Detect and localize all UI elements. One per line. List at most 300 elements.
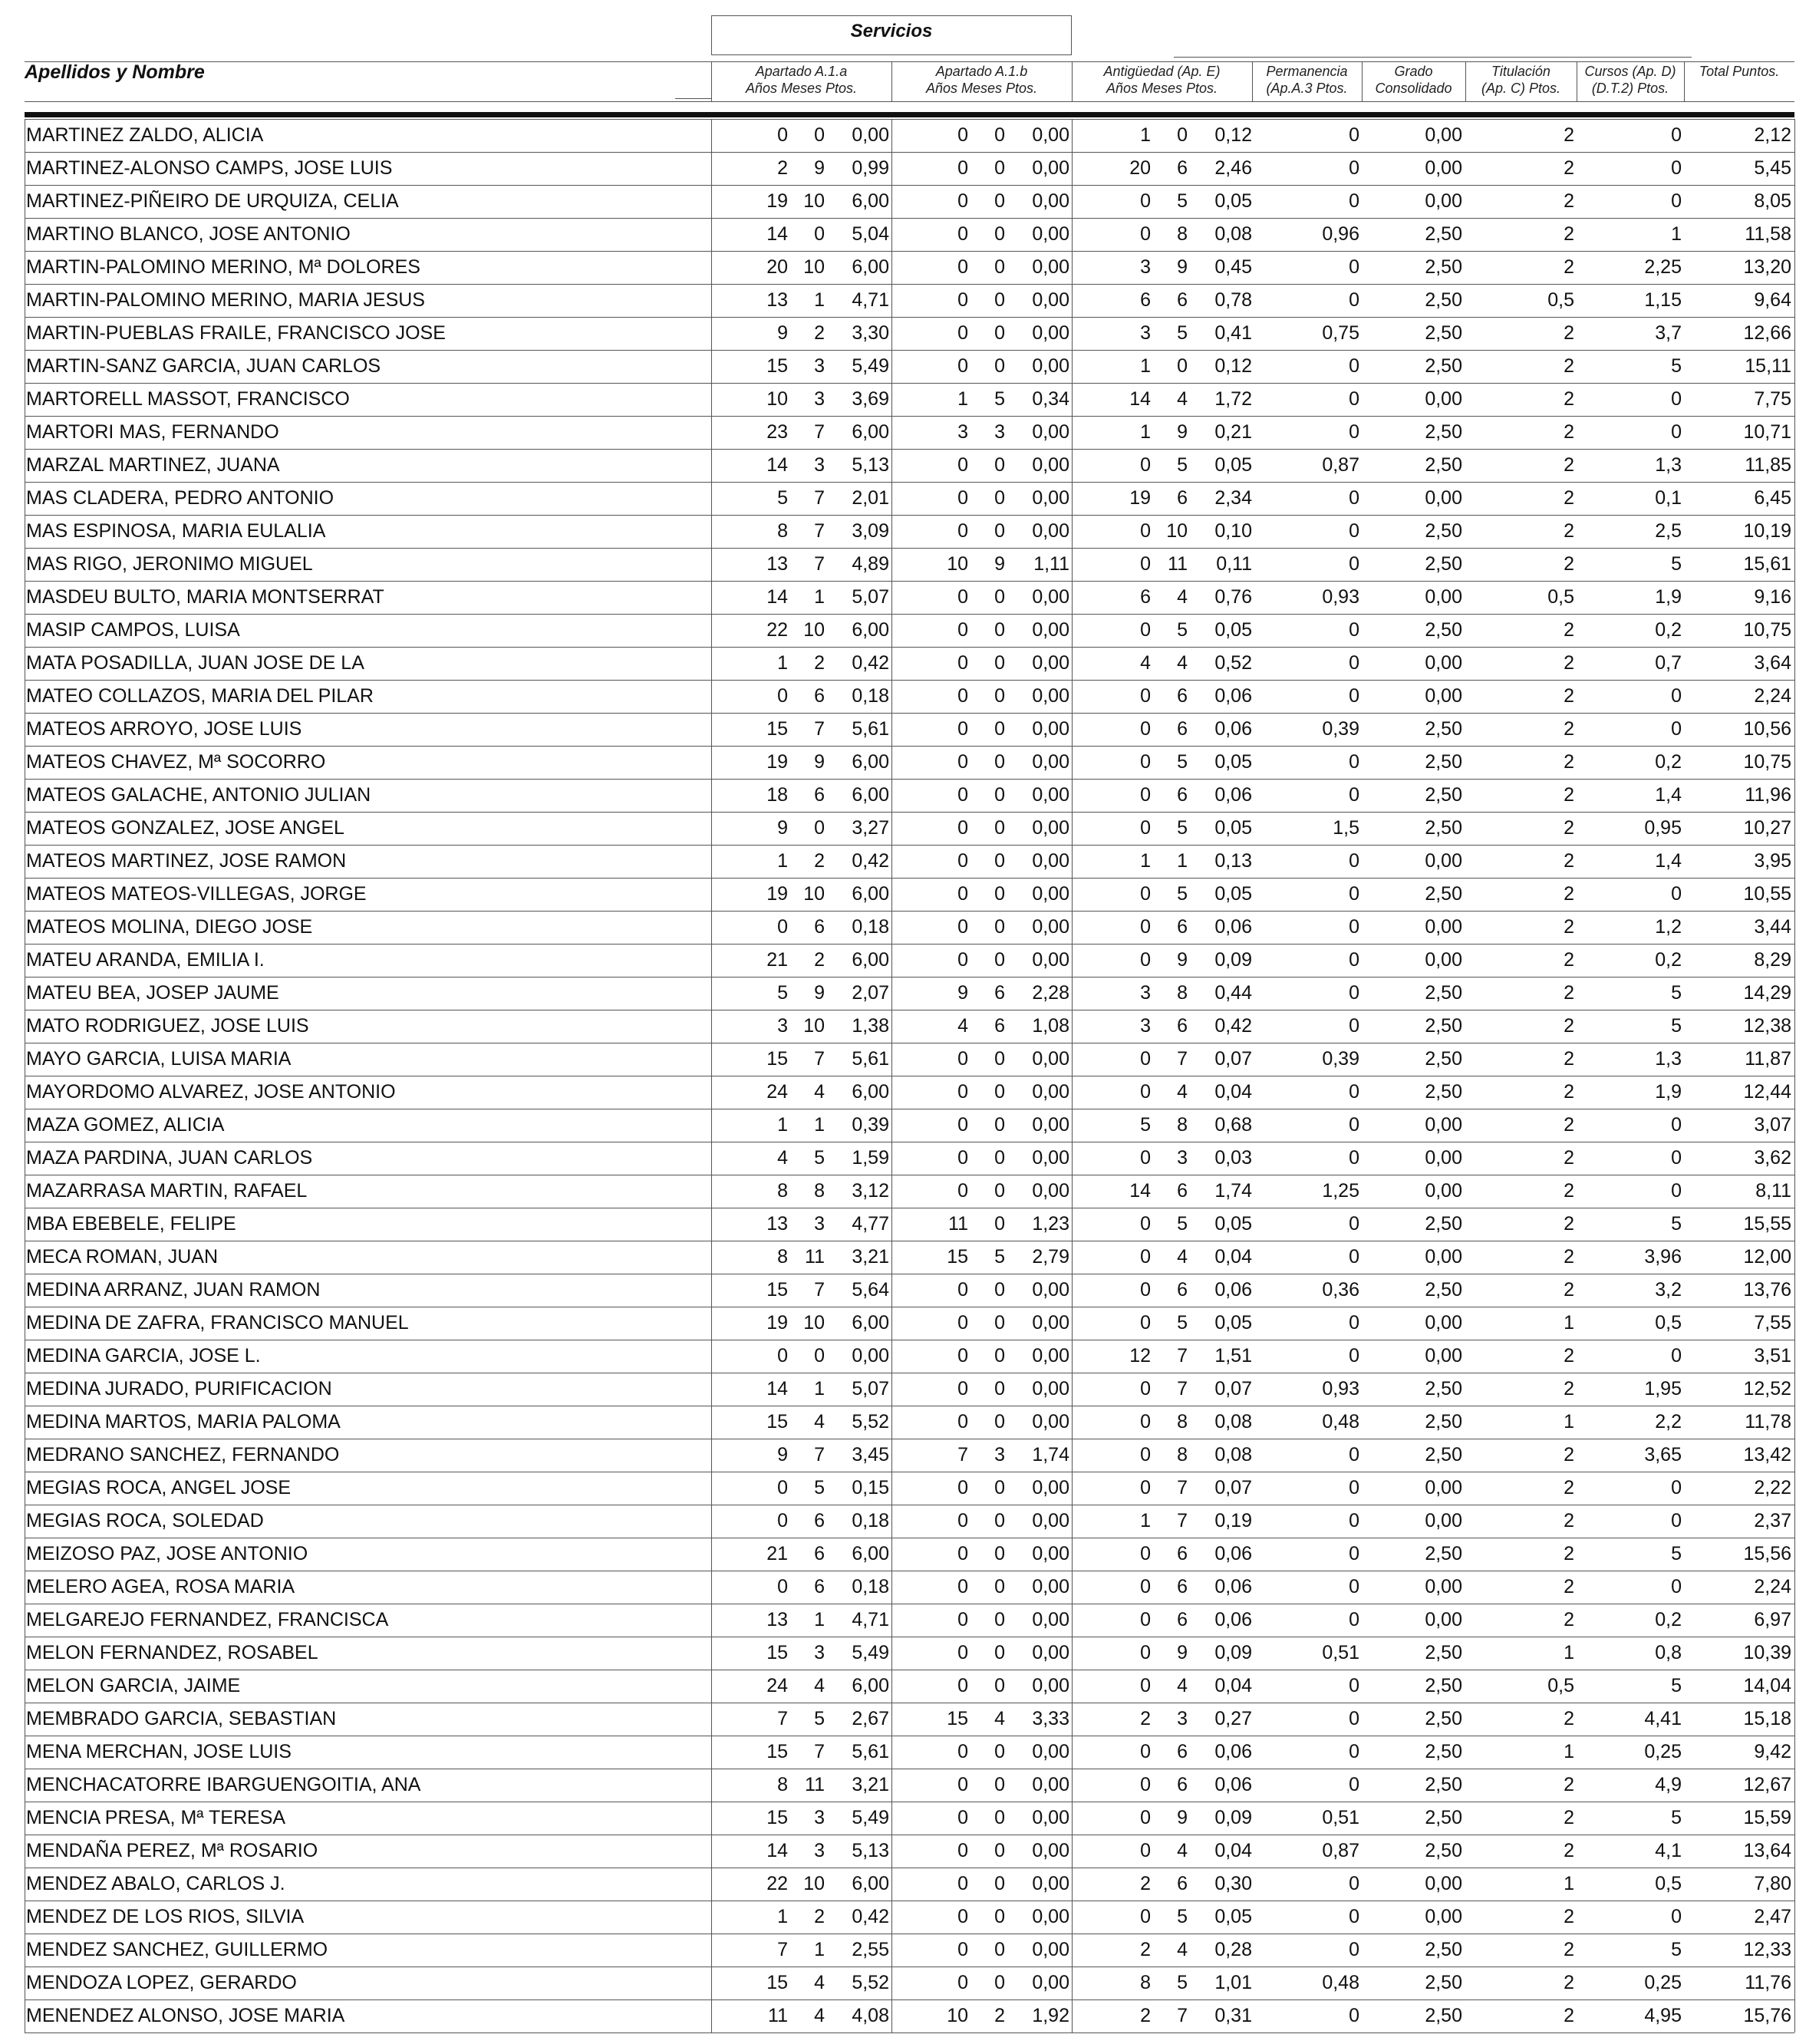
value-cell: 0: [994, 1807, 1005, 1828]
value-cell: 10,56: [1743, 718, 1791, 740]
value-cell: 2,50: [1425, 322, 1462, 344]
value-cell: 2: [1564, 1180, 1574, 1202]
value-cell: 0: [994, 124, 1005, 146]
value-cell: 0,34: [1032, 388, 1069, 410]
value-cell: 2,50: [1425, 421, 1462, 443]
value-cell: 9,64: [1754, 289, 1791, 311]
value-cell: 0,03: [1214, 1147, 1252, 1169]
value-cell: 5: [1671, 1807, 1682, 1828]
value-cell: 2,50: [1425, 883, 1462, 905]
value-cell: 4: [1177, 1246, 1188, 1268]
value-cell: 4: [1140, 652, 1151, 674]
value-cell: 0: [994, 1609, 1005, 1630]
table-row: [25, 1835, 1794, 1868]
value-cell: 3,2: [1655, 1279, 1682, 1301]
value-cell: 7: [814, 520, 825, 542]
name-cell: MEDINA JURADO, PURIFICACION: [26, 1378, 332, 1399]
column-header-line1: Apartado A.1.a: [755, 64, 848, 79]
table-row: [25, 449, 1794, 482]
value-cell: 0: [777, 1345, 788, 1367]
value-cell: 0: [1140, 454, 1151, 476]
table-row: [25, 1604, 1794, 1637]
value-cell: 0,10: [1214, 520, 1252, 542]
value-cell: 0: [957, 1510, 968, 1531]
value-cell: 0,05: [1214, 751, 1252, 773]
value-cell: 0: [777, 916, 788, 938]
value-cell: 6: [1177, 1543, 1188, 1564]
value-cell: 15: [947, 1246, 968, 1268]
value-cell: 2: [1564, 487, 1574, 509]
value-cell: 12,52: [1743, 1378, 1791, 1399]
value-cell: 6: [1177, 1774, 1188, 1795]
name-cell: MATEOS ARROYO, JOSE LUIS: [26, 718, 302, 740]
value-cell: 15: [766, 718, 788, 740]
value-cell: 2,47: [1754, 1906, 1791, 1927]
value-cell: 5: [814, 1477, 825, 1498]
value-cell: 0,00: [1032, 256, 1069, 278]
value-cell: 0: [1140, 1774, 1151, 1795]
value-cell: 0: [957, 1873, 968, 1894]
value-cell: 9,42: [1754, 1741, 1791, 1762]
value-cell: 0: [1349, 1576, 1359, 1597]
value-cell: 0,21: [1214, 421, 1252, 443]
value-cell: 0,00: [1032, 850, 1069, 872]
name-cell: MENCHACATORRE IBARGUENGOITIA, ANA: [26, 1774, 421, 1795]
value-cell: 1: [814, 289, 825, 311]
value-cell: 1: [777, 1906, 788, 1927]
column-header-line1: Total Puntos.: [1699, 64, 1780, 79]
value-cell: 7,80: [1754, 1873, 1791, 1894]
value-cell: 6,00: [852, 619, 889, 641]
value-cell: 0: [957, 1675, 968, 1696]
rule-line: [1794, 119, 1795, 2032]
value-cell: 2: [1564, 1609, 1574, 1630]
value-cell: 8: [777, 1180, 788, 1202]
value-cell: 14: [766, 223, 788, 245]
name-cell: MATEO COLLAZOS, MARIA DEL PILAR: [26, 685, 374, 707]
value-cell: 0,78: [1214, 289, 1252, 311]
value-cell: 0: [1349, 1741, 1359, 1762]
value-cell: 0,06: [1214, 1774, 1252, 1795]
name-cell: MELERO AGEA, ROSA MARIA: [26, 1576, 295, 1597]
value-cell: 0: [1140, 1741, 1151, 1762]
value-cell: 0: [957, 1741, 968, 1762]
value-cell: 5,52: [852, 1411, 889, 1432]
value-cell: 0: [957, 487, 968, 509]
value-cell: 0,68: [1214, 1114, 1252, 1136]
value-cell: 0,00: [1425, 1477, 1462, 1498]
name-cell: MATEOS MATEOS-VILLEGAS, JORGE: [26, 883, 367, 905]
table-row: [25, 1307, 1794, 1340]
value-cell: 0,00: [1425, 1312, 1462, 1334]
value-cell: 0: [1349, 421, 1359, 443]
value-cell: 2,50: [1425, 1972, 1462, 1993]
value-cell: 3: [957, 421, 968, 443]
value-cell: 3,95: [1754, 850, 1791, 872]
value-cell: 0: [957, 223, 968, 245]
value-cell: 9: [777, 322, 788, 344]
value-cell: 6: [1177, 1873, 1188, 1894]
value-cell: 2,50: [1425, 1774, 1462, 1795]
name-cell: MELON FERNANDEZ, ROSABEL: [26, 1642, 318, 1663]
value-cell: 2: [1564, 1246, 1574, 1268]
value-cell: 0: [1349, 2005, 1359, 2026]
value-cell: 0: [1349, 652, 1359, 674]
column-header: [1252, 63, 1362, 97]
value-cell: 7: [1177, 1378, 1188, 1399]
value-cell: 0: [994, 1774, 1005, 1795]
value-cell: 22: [766, 1873, 788, 1894]
name-cell: MENDAÑA PEREZ, Mª ROSARIO: [26, 1840, 318, 1861]
value-cell: 0,00: [1425, 1147, 1462, 1169]
value-cell: 1: [1564, 1741, 1574, 1762]
name-cell: MARTORELL MASSOT, FRANCISCO: [26, 388, 350, 410]
value-cell: 0: [814, 817, 825, 839]
value-cell: 6: [1177, 685, 1188, 707]
value-cell: 0: [1671, 1180, 1682, 1202]
value-cell: 0: [777, 1576, 788, 1597]
table-row: [25, 548, 1794, 581]
name-column-header: Apellidos y Nombre: [25, 61, 205, 83]
value-cell: 0,00: [1425, 949, 1462, 971]
table-row: [25, 383, 1794, 416]
value-cell: 0: [1349, 190, 1359, 212]
value-cell: 4,71: [852, 289, 889, 311]
value-cell: 0: [1349, 1543, 1359, 1564]
value-cell: 3: [814, 1840, 825, 1861]
name-cell: MAS ESPINOSA, MARIA EULALIA: [26, 520, 326, 542]
value-cell: 5: [1177, 190, 1188, 212]
value-cell: 0: [777, 1510, 788, 1531]
column-header-line2: (D.T.2) Ptos.: [1591, 81, 1669, 96]
value-cell: 4: [814, 1411, 825, 1432]
value-cell: 0,5: [1655, 1873, 1682, 1894]
value-cell: 0,5: [1547, 1675, 1574, 1696]
value-cell: 0: [1671, 1114, 1682, 1136]
value-cell: 4: [1177, 586, 1188, 608]
value-cell: 3,45: [852, 1444, 889, 1465]
value-cell: 2,50: [1425, 256, 1462, 278]
value-cell: 0,00: [1425, 1246, 1462, 1268]
value-cell: 0,93: [1322, 1378, 1359, 1399]
column-header: [1577, 63, 1684, 97]
value-cell: 6: [994, 1015, 1005, 1037]
value-cell: 5: [1177, 1213, 1188, 1235]
column-header: [1362, 63, 1465, 97]
value-cell: 15,18: [1743, 1708, 1791, 1729]
value-cell: 0: [1349, 1477, 1359, 1498]
value-cell: 0: [957, 520, 968, 542]
value-cell: 0: [957, 586, 968, 608]
value-cell: 0,06: [1214, 1576, 1252, 1597]
value-cell: 1,01: [1214, 1972, 1252, 1993]
rule-line: [711, 61, 712, 101]
value-cell: 14: [1129, 1180, 1151, 1202]
value-cell: 2,46: [1214, 157, 1252, 179]
value-cell: 3: [814, 1642, 825, 1663]
value-cell: 0,00: [1032, 1312, 1069, 1334]
value-cell: 22: [766, 619, 788, 641]
value-cell: 3: [814, 388, 825, 410]
value-cell: 9: [1177, 949, 1188, 971]
value-cell: 0: [957, 685, 968, 707]
value-cell: 0: [1140, 949, 1151, 971]
column-header-line2: Años Meses Ptos.: [1106, 81, 1218, 96]
value-cell: 2: [1564, 1048, 1574, 1070]
value-cell: 5: [1177, 454, 1188, 476]
value-cell: 13: [766, 1213, 788, 1235]
value-cell: 6: [814, 685, 825, 707]
value-cell: 6,00: [852, 1543, 889, 1564]
value-cell: 0: [1349, 388, 1359, 410]
value-cell: 0,00: [1032, 1543, 1069, 1564]
value-cell: 0,39: [1322, 718, 1359, 740]
value-cell: 0: [1349, 1939, 1359, 1960]
value-cell: 8: [777, 1774, 788, 1795]
value-cell: 0,00: [1032, 718, 1069, 740]
value-cell: 3,33: [1032, 1708, 1069, 1729]
value-cell: 0: [1140, 1477, 1151, 1498]
value-cell: 2: [994, 2005, 1005, 2026]
value-cell: 0: [994, 1312, 1005, 1334]
rule-line: [1072, 61, 1073, 101]
name-cell: MAZA PARDINA, JUAN CARLOS: [26, 1147, 313, 1169]
value-cell: 2,12: [1754, 124, 1791, 146]
name-cell: MATEU BEA, JOSEP JAUME: [26, 982, 279, 1004]
name-cell: MASDEU BULTO, MARIA MONTSERRAT: [26, 586, 384, 608]
value-cell: 0: [1671, 388, 1682, 410]
value-cell: 0,00: [1425, 1576, 1462, 1597]
value-cell: 1: [1140, 355, 1151, 377]
column-header: [1465, 63, 1577, 97]
value-cell: 6: [1177, 289, 1188, 311]
rule-line: [1465, 61, 1466, 101]
value-cell: 0: [957, 1345, 968, 1367]
value-cell: 21: [766, 1543, 788, 1564]
value-cell: 2,50: [1425, 1543, 1462, 1564]
value-cell: 0,05: [1214, 817, 1252, 839]
value-cell: 3,30: [852, 322, 889, 344]
value-cell: 0,00: [1032, 1477, 1069, 1498]
value-cell: 3: [1140, 1015, 1151, 1037]
value-cell: 0: [1140, 1906, 1151, 1927]
value-cell: 0: [1349, 751, 1359, 773]
value-cell: 2: [814, 652, 825, 674]
rule-line: [25, 101, 1794, 102]
value-cell: 3,27: [852, 817, 889, 839]
value-cell: 2: [1564, 1444, 1574, 1465]
value-cell: 0: [1349, 1708, 1359, 1729]
value-cell: 15: [766, 1642, 788, 1663]
value-cell: 0,00: [1032, 421, 1069, 443]
value-cell: 0,39: [1322, 1048, 1359, 1070]
value-cell: 13,20: [1743, 256, 1791, 278]
value-cell: 2,50: [1425, 1411, 1462, 1432]
value-cell: 7: [814, 553, 825, 575]
value-cell: 0,00: [1032, 817, 1069, 839]
value-cell: 1: [1671, 223, 1682, 245]
value-cell: 0,31: [1214, 2005, 1252, 2026]
value-cell: 5: [1177, 883, 1188, 905]
rule-line: [1684, 61, 1685, 101]
value-cell: 0,06: [1214, 718, 1252, 740]
value-cell: 5,52: [852, 1972, 889, 1993]
value-cell: 0: [1349, 1147, 1359, 1169]
value-cell: 5: [1177, 1312, 1188, 1334]
value-cell: 7,55: [1754, 1312, 1791, 1334]
value-cell: 0: [994, 586, 1005, 608]
value-cell: 5,61: [852, 1048, 889, 1070]
value-cell: 2: [1564, 1774, 1574, 1795]
value-cell: 0: [994, 355, 1005, 377]
value-cell: 10: [1166, 520, 1188, 542]
value-cell: 2,50: [1425, 1642, 1462, 1663]
value-cell: 0: [994, 1147, 1005, 1169]
value-cell: 0,05: [1214, 1906, 1252, 1927]
value-cell: 4,08: [852, 2005, 889, 2026]
value-cell: 0,05: [1214, 883, 1252, 905]
value-cell: 13: [766, 289, 788, 311]
value-cell: 10: [803, 1312, 825, 1334]
value-cell: 2: [1140, 1873, 1151, 1894]
value-cell: 10: [947, 553, 968, 575]
value-cell: 2,2: [1655, 1411, 1682, 1432]
value-cell: 2,50: [1425, 454, 1462, 476]
value-cell: 2,50: [1425, 817, 1462, 839]
value-cell: 5: [1671, 1675, 1682, 1696]
name-cell: MARTINEZ ZALDO, ALICIA: [26, 124, 264, 146]
value-cell: 5: [1671, 1543, 1682, 1564]
value-cell: 0: [1140, 1048, 1151, 1070]
value-cell: 0: [994, 1642, 1005, 1663]
value-cell: 0: [957, 1939, 968, 1960]
value-cell: 2: [1564, 850, 1574, 872]
name-cell: MARTINEZ-ALONSO CAMPS, JOSE LUIS: [26, 157, 393, 179]
value-cell: 10: [803, 1015, 825, 1037]
name-cell: MARTIN-SANZ GARCIA, JUAN CARLOS: [26, 355, 381, 377]
value-cell: 1,23: [1032, 1213, 1069, 1235]
value-cell: 2: [1564, 916, 1574, 938]
value-cell: 0: [994, 1840, 1005, 1861]
value-cell: 13,64: [1743, 1840, 1791, 1861]
table-row: [25, 1769, 1794, 1802]
value-cell: 9: [957, 982, 968, 1004]
servicios-header: Servicios: [711, 15, 1072, 55]
value-cell: 0,00: [1032, 916, 1069, 938]
value-cell: 0: [994, 1213, 1005, 1235]
table-row: [25, 1505, 1794, 1538]
value-cell: 6: [814, 1543, 825, 1564]
column-header: [891, 63, 1072, 97]
value-cell: 8: [1177, 1114, 1188, 1136]
value-cell: 0,51: [1322, 1642, 1359, 1663]
table-row: [25, 1208, 1794, 1241]
value-cell: 3: [1140, 322, 1151, 344]
value-cell: 0: [994, 1477, 1005, 1498]
value-cell: 0,05: [1214, 1213, 1252, 1235]
value-cell: 0: [994, 1345, 1005, 1367]
value-cell: 1,9: [1655, 586, 1682, 608]
value-cell: 0,5: [1547, 586, 1574, 608]
value-cell: 0: [1140, 1213, 1151, 1235]
value-cell: 0,05: [1214, 1312, 1252, 1334]
value-cell: 0: [994, 1939, 1005, 1960]
value-cell: 2: [1564, 124, 1574, 146]
name-cell: MENENDEZ ALONSO, JOSE MARIA: [26, 2005, 345, 2026]
value-cell: 0: [1671, 1906, 1682, 1927]
value-cell: 0,00: [1032, 586, 1069, 608]
name-cell: MARTIN-PALOMINO MERINO, MARIA JESUS: [26, 289, 425, 311]
value-cell: 2: [1564, 1972, 1574, 1993]
value-cell: 15: [766, 1972, 788, 1993]
value-cell: 2,50: [1425, 1048, 1462, 1070]
value-cell: 0: [1349, 1015, 1359, 1037]
value-cell: 1: [814, 1114, 825, 1136]
table-row: [25, 977, 1794, 1010]
value-cell: 0: [777, 1477, 788, 1498]
value-cell: 2,67: [852, 1708, 889, 1729]
value-cell: 5: [814, 1147, 825, 1169]
value-cell: 2: [1564, 1807, 1574, 1828]
value-cell: 5,07: [852, 586, 889, 608]
name-cell: MATEU ARANDA, EMILIA I.: [26, 949, 265, 971]
value-cell: 5: [1671, 982, 1682, 1004]
value-cell: 0: [1349, 1906, 1359, 1927]
value-cell: 2,50: [1425, 553, 1462, 575]
value-cell: 0,06: [1214, 1609, 1252, 1630]
value-cell: 12,66: [1743, 322, 1791, 344]
name-cell: MEIZOSO PAZ, JOSE ANTONIO: [26, 1543, 308, 1564]
value-cell: 0: [957, 883, 968, 905]
value-cell: 0,00: [852, 124, 889, 146]
value-cell: 7: [814, 1048, 825, 1070]
name-cell: MBA EBEBELE, FELIPE: [26, 1213, 236, 1235]
value-cell: 1,74: [1214, 1180, 1252, 1202]
value-cell: 6: [1140, 586, 1151, 608]
value-cell: 2: [1140, 2005, 1151, 2026]
table-row: [25, 845, 1794, 878]
value-cell: 6: [1177, 1180, 1188, 1202]
value-cell: 7,75: [1754, 388, 1791, 410]
value-cell: 15,76: [1743, 2005, 1791, 2026]
value-cell: 2: [1564, 1147, 1574, 1169]
value-cell: 0,00: [1032, 157, 1069, 179]
value-cell: 0: [1349, 1510, 1359, 1531]
table-row: [25, 317, 1794, 350]
table-row: [25, 1472, 1794, 1505]
value-cell: 0,41: [1214, 322, 1252, 344]
value-cell: 0,00: [1032, 454, 1069, 476]
value-cell: 11: [948, 1213, 968, 1235]
value-cell: 0,00: [1032, 1609, 1069, 1630]
value-cell: 0,00: [1032, 1873, 1069, 1894]
value-cell: 2,50: [1425, 1015, 1462, 1037]
rule-line: [25, 61, 711, 62]
table-row: [25, 284, 1794, 317]
value-cell: 0: [1349, 553, 1359, 575]
name-cell: MATA POSADILLA, JUAN JOSE DE LA: [26, 652, 364, 674]
value-cell: 1,38: [852, 1015, 889, 1037]
value-cell: 0: [1349, 256, 1359, 278]
value-cell: 0: [814, 223, 825, 245]
value-cell: 0,13: [1214, 850, 1252, 872]
value-cell: 4: [814, 1972, 825, 1993]
value-cell: 2: [1564, 1708, 1574, 1729]
value-cell: 18: [766, 784, 788, 806]
value-cell: 6,00: [852, 1873, 889, 1894]
value-cell: 0: [994, 652, 1005, 674]
column-header-line2: Consolidado: [1375, 81, 1452, 96]
